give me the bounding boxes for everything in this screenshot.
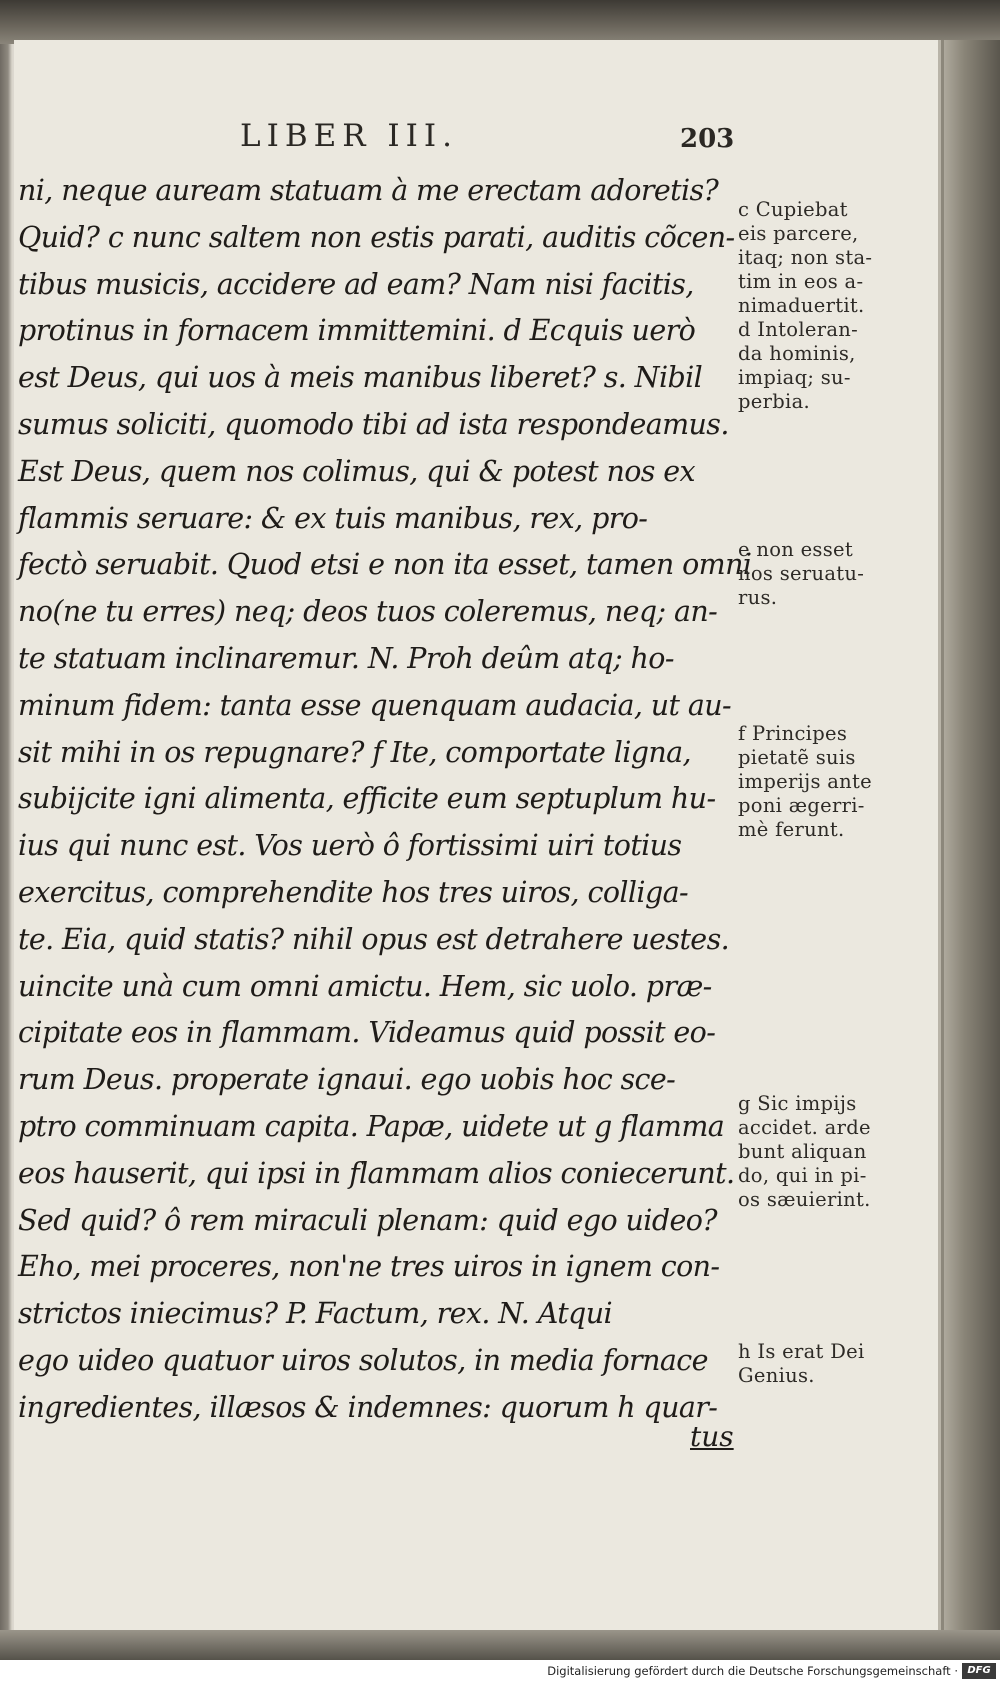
footer-credit: Digitalisierung gefördert durch die Deutsche Forschungsgemeinschaft · [547,1664,958,1678]
margin-note-line: d Intoleran- [738,318,858,341]
margin-note-line: pietatẽ suis [738,746,856,769]
margin-note-e [738,538,938,610]
margin-note-line: itaq; non sta- [738,246,873,269]
text-line: cipitate eos in flammam. Videamus quid possit eo- [18,1016,716,1050]
text-line: subijcite igni alimenta, efficite eum septuplum hu- [18,782,716,816]
margin-note-line: imperijs ante [738,770,873,793]
margin-note-line: perbia. [738,390,810,413]
scan-top-shadow [0,0,1000,44]
page-number: 203 [680,124,735,154]
margin-note-line: h Is erat Dei [738,1340,865,1363]
text-line: Eho, mei proceres, non'ne tres uiros in ignem con- [18,1250,720,1284]
text-line: sumus soliciti, quomodo tibi ad ista respondeamus. [18,407,729,441]
text-line: minum fidem: tanta esse quenquam audacia, ut au- [18,688,732,722]
margin-note-g [738,1092,938,1212]
text-line: est Deus, qui uos à meis manibus liberet? s. Nibil [18,361,703,395]
margin-note-f [738,722,938,842]
text-line: ego uideo quatuor uiros solutos, in media fornace [18,1343,708,1377]
text-line: tibus musicis, accidere ad eam? Nam nisi facitis, [18,267,694,301]
text-line: te. Eia, quid statis? nihil opus est detrahere uestes. [18,922,730,956]
text-line: protinus in fornacem immittemini. d Ecquis uerò [18,314,696,348]
text-line: fectò seruabit. Quod etsi e non ita esset, tamen omni [18,548,752,582]
text-line: Est Deus, quem nos colimus, qui & potest nos ex [18,454,695,488]
dfg-logo-icon: DFG [962,1663,996,1679]
text-line: uincite unà cum omni amictu. Hem, sic uolo. præ- [18,969,712,1003]
text-line: te statuam inclinaremur. N. Proh deûm atq; ho- [18,641,674,675]
text-line: ni, neque auream statuam à me erectam adoretis? [18,174,719,207]
running-head: LIBER III. [240,118,459,154]
margin-note-line: impiaq; su- [738,366,851,389]
margin-note-line: da hominis, [738,342,856,365]
body-text [18,168,752,1432]
text-line: no(ne tu erres) neq; deos tuos coleremus, neq; an- [18,595,718,629]
margin-note-line: nos seruatu- [738,562,865,585]
scan-bottom-shadow [0,1630,1000,1660]
catchword: tus [690,1420,734,1453]
margin-note-line: poni ægerri- [738,794,865,817]
text-line: sit mihi in os repugnare? f Ite, comportate ligna, [18,735,691,769]
margin-note-line: nimaduertit. [738,294,865,317]
text-line: rum Deus. properate ignaui. ego uobis hoc sce- [18,1063,676,1097]
text-line: ptro comminuam capita. Papæ, uidete ut g flamma [18,1109,725,1143]
margin-note-line: do, qui in pi- [738,1164,867,1187]
margin-note-c [738,198,938,414]
text-line: strictos iniecimus? P. Factum, rex. N. Atqui [18,1297,612,1331]
text-line: ius qui nunc est. Vos uerò ô fortissimi uiri totius [18,829,682,863]
text-line: flammis seruare: & ex tuis manibus, rex, pro- [18,501,648,535]
margin-note-h [738,1340,938,1388]
margin-note-line: g Sic impijs [738,1092,857,1115]
margin-note-line: accidet. arde [738,1116,871,1139]
margin-note-line: c Cupiebat [738,198,848,221]
text-line: Quid? c nunc saltem non estis parati, auditis cõcen- [18,220,735,254]
text-line: exercitus, comprehendite hos tres uiros, colliga- [18,875,689,909]
margin-note-line: e non esset [738,538,854,561]
margin-note-line: bunt aliquan [738,1140,867,1163]
margin-note-line: Genius. [738,1364,815,1387]
margin-note-line: eis parcere, [738,222,859,245]
margin-note-line: tim in eos a- [738,270,864,293]
text-line: Sed quid? ô rem miraculi plenam: quid ego uideo? [18,1203,717,1237]
book-edge [940,40,1000,1660]
footer-bar [0,1660,1000,1684]
margin-note-line: rus. [738,586,778,609]
margin-note-line: mè ferunt. [738,818,845,841]
margin-note-line: os sæuierint. [738,1188,871,1211]
text-line: eos hauserit, qui ipsi in flammam alios coniecerunt. [18,1156,735,1190]
margin-note-line: f Principes [738,722,848,745]
text-line: ingredientes, illæsos & indemnes: quorum h quar- [18,1390,718,1424]
